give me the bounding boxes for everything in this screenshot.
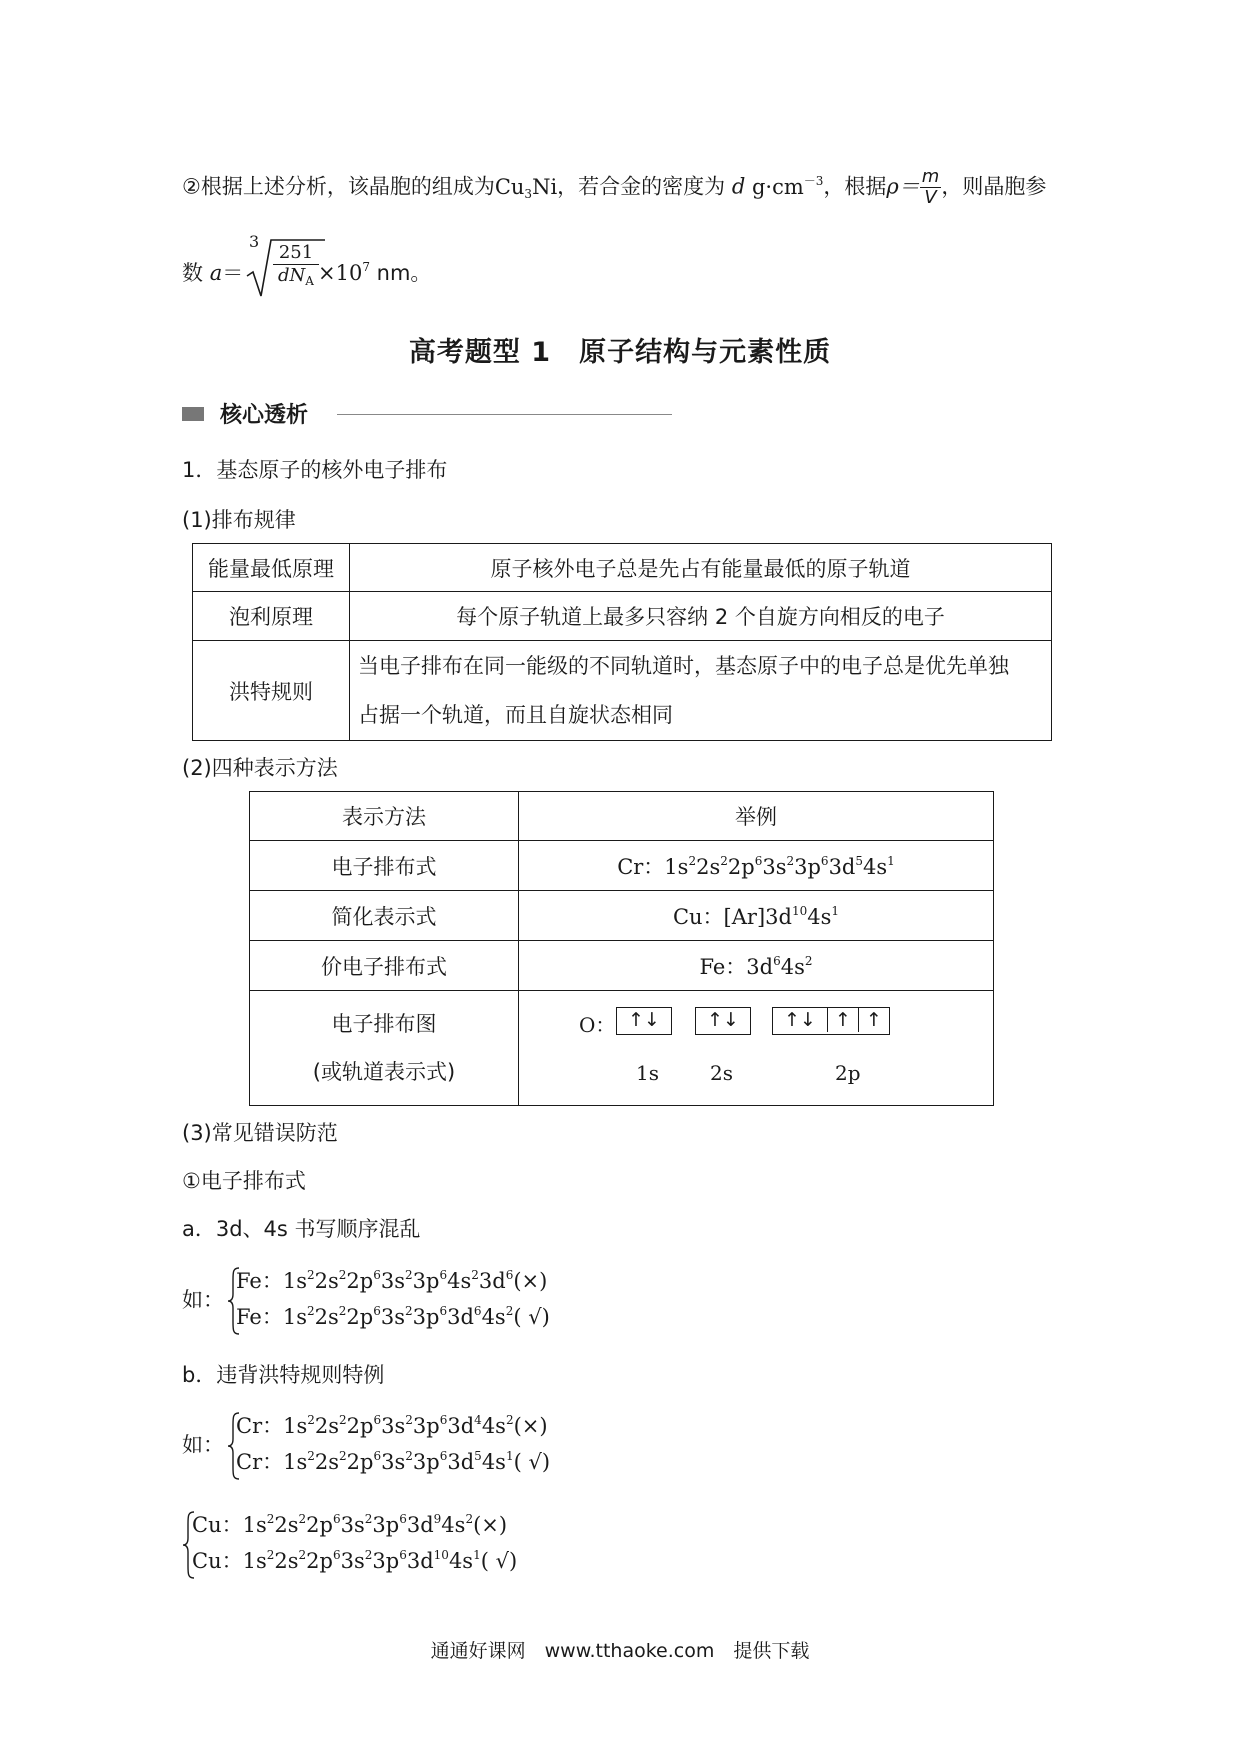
ru-label: 如： [182,1288,224,1312]
section-title: 高考题型 1 原子结构与元素性质 [408,337,832,368]
item-b: b．违背洪特规则特例 [182,1363,385,1387]
item-a: a．3d、4s 书写顺序混乱 [182,1217,421,1241]
orbital-2p: ↑↓ ↑ ↑ [772,1007,890,1035]
orbital-1s: ↑↓ [616,1007,672,1035]
density-var: d [731,174,746,199]
ru-label: 如： [182,1433,224,1457]
subsection-header [182,398,682,428]
formula: $Cu_3Ni$ [494,174,558,201]
intro-line-2-tail: $\times 10^7$ nm。 [318,260,432,285]
subsection-title: 核心透析 [220,403,309,428]
heading-1-3: (3)常见错误防范 [182,1121,338,1145]
intro-line-1: ②根据上述分析，该晶胞的组成为$Cu_3Ni$，若合金的密度为 d $g\cdot cm^{-3}$，根据ρ＝ $\frac{m}{V}$ ，则晶胞参 [182,166,1047,208]
label-2p: 2p [835,1061,861,1085]
table-row: 泡利原理 每个原子轨道上最多只容纳 2 个自旋方向相反的电子 [193,592,1052,641]
footer: 通通好课网 www.tthaoke.com 提供下载 [430,1640,810,1662]
label-1s: 1s [636,1061,659,1085]
fe-wrong: Fe：$1s^22s^22p^63s^23p^64s^23d^6(\times)$ [236,1268,548,1293]
intro-line-2: 数 a＝ [182,261,244,285]
root-index: 3 [249,232,260,251]
density-unit: $g\cdot cm^{-3}$ [751,173,824,199]
table-header-row: 表示方法 举例 [250,792,994,841]
subsection-rule [337,414,672,415]
heading-1-1: (1)排布规律 [182,508,296,532]
cu-wrong: Cu：$1s^22s^22p^63s^23p^63d^94s^2(\times)$ [192,1512,508,1537]
intro-text: ②根据上述分析，该晶胞的组成为 [182,174,495,199]
table-row: 简化表示式 Cu：$[Ar]3d^{10}4s^1$ [250,891,994,941]
heading-1-2: (2)四种表示方法 [182,756,338,780]
methods-table [249,791,994,1106]
density-fraction: $\frac{m}{V}$ [921,166,940,208]
rho-symbol: ρ＝ [886,174,920,199]
rules-table [192,543,1052,741]
cr-wrong: Cr：$1s^22s^22p^63s^23p^63d^44s^2(\times)$ [236,1413,548,1438]
table-row: 电子排布图 (或轨道表示式) O： ↑↓ ↑↓ ↑↓ ↑ ↑ 1s 2s 2p [250,991,994,1106]
table-row: 能量最低原理 原子核外电子总是先占有能量最低的原子轨道 [193,544,1052,592]
cr-right: Cr：$1s^22s^22p^63s^23p^63d^54s^1$( √) [236,1449,551,1474]
table-row: 价电子排布式 Fe：$3d^64s^2$ [250,941,994,991]
item-1: ①电子排布式 [182,1169,306,1193]
label-2s: 2s [710,1061,733,1085]
table-row: 洪特规则 当电子排布在同一能级的不同轨道时，基态原子中的电子总是优先单独 占据一个轨道，而且自旋状态相同 [193,641,1052,741]
cu-right: Cu：$1s^22s^22p^63s^23p^63d^{10}4s^1$( √) [192,1548,518,1573]
table-row: 电子排布式 Cr：$1s^22s^22p^63s^23p^63d^54s^1$ [250,841,994,891]
heading-1: 1．基态原子的核外电子排布 [182,458,448,482]
orbital-2s: ↑↓ [695,1007,751,1035]
section-marker-icon [182,407,204,421]
root-fraction: 251 $dN_A$ [273,242,319,287]
fe-right: Fe：$1s^22s^22p^63s^23p^63d^64s^2$( √) [236,1304,550,1329]
orbital-diagram: O： ↑↓ ↑↓ ↑↓ ↑ ↑ 1s 2s 2p [519,991,994,1106]
